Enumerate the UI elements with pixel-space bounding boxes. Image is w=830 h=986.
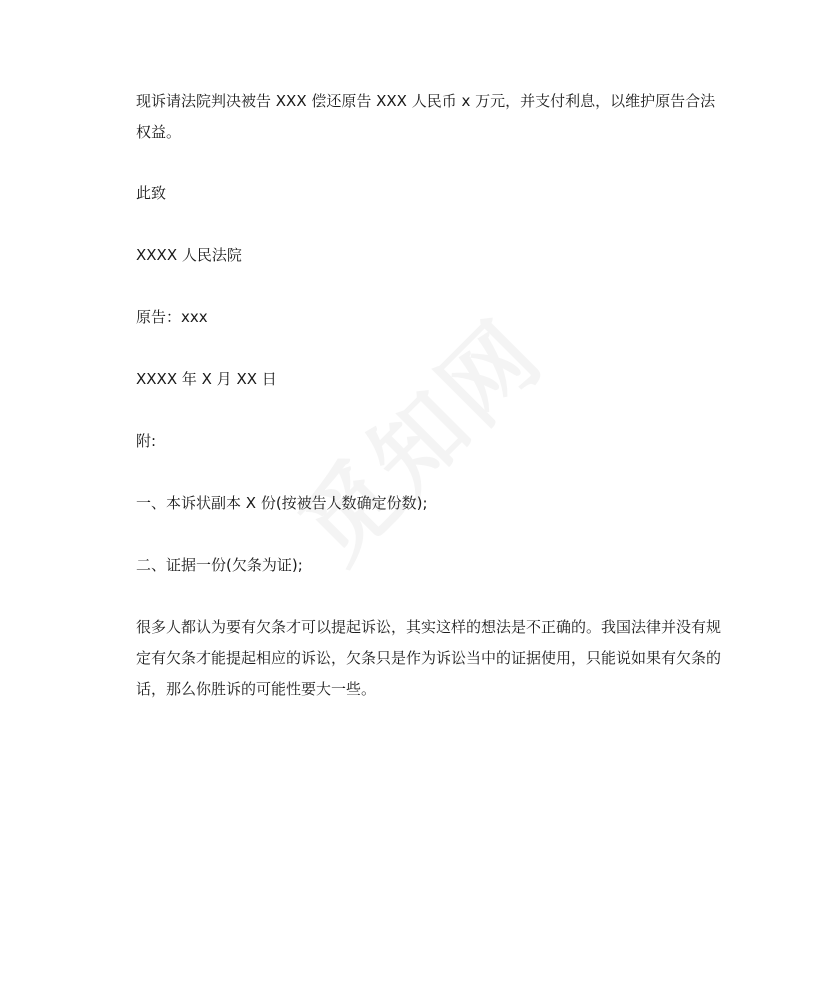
paragraph-attachment-2: 二、证据一份(欠条为证); <box>136 556 303 574</box>
paragraph-court: XXXX 人民法院 <box>136 246 242 264</box>
paragraph-salutation: 此致 <box>136 184 167 202</box>
paragraph-claim: 现诉请法院判决被告 XXX 偿还原告 XXX 人民币 x 万元，并支付利息，以维护原告合法权益。 <box>136 92 716 141</box>
paragraph-note: 很多人都认为要有欠条才可以提起诉讼，其实这样的想法是不正确的。我国法律并没有规定有欠条才能提起相应的诉讼，欠条只是作为诉讼当中的证据使用，只能说如果有欠条的话，那么你胜诉的可能性要大一些。 <box>136 618 722 698</box>
paragraph-plaintiff: 原告：xxx <box>136 308 208 326</box>
paragraph-attachment-heading: 附: <box>136 432 157 450</box>
paragraph-attachment-1: 一、本诉状副本 X 份(按被告人数确定份数); <box>136 494 428 512</box>
paragraph-date: XXXX 年 X 月 XX 日 <box>136 370 277 388</box>
